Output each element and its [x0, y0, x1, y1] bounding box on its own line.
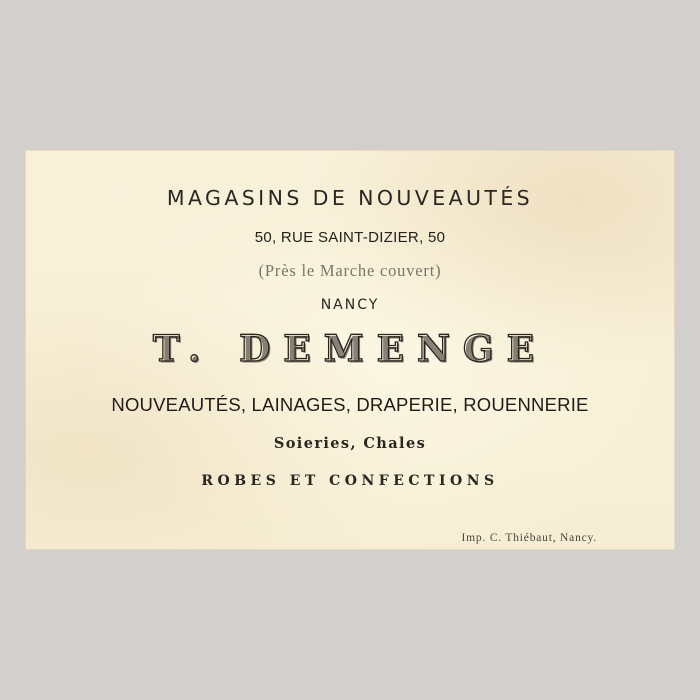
card-address: 50, RUE SAINT-DIZIER, 50	[254, 229, 446, 246]
business-card	[25, 150, 675, 550]
card-proprietor-name: T. DEMENGE	[152, 328, 548, 370]
card-dresses-line: ROBES ET CONFECTIONS	[201, 473, 499, 489]
card-silks-line: Soieries, Chales	[273, 435, 427, 452]
card-heading: MAGASINS DE NOUVEAUTÉS	[166, 186, 534, 210]
card-printer-imprint: Imp. C. Thiébaut, Nancy.	[461, 532, 597, 544]
card-city: NANCY	[320, 297, 380, 313]
card-location-note: (Près le Marche couvert)	[258, 261, 442, 280]
card-goods-line: NOUVEAUTÉS, LAINAGES, DRAPERIE, ROUENNERIE	[111, 394, 589, 415]
